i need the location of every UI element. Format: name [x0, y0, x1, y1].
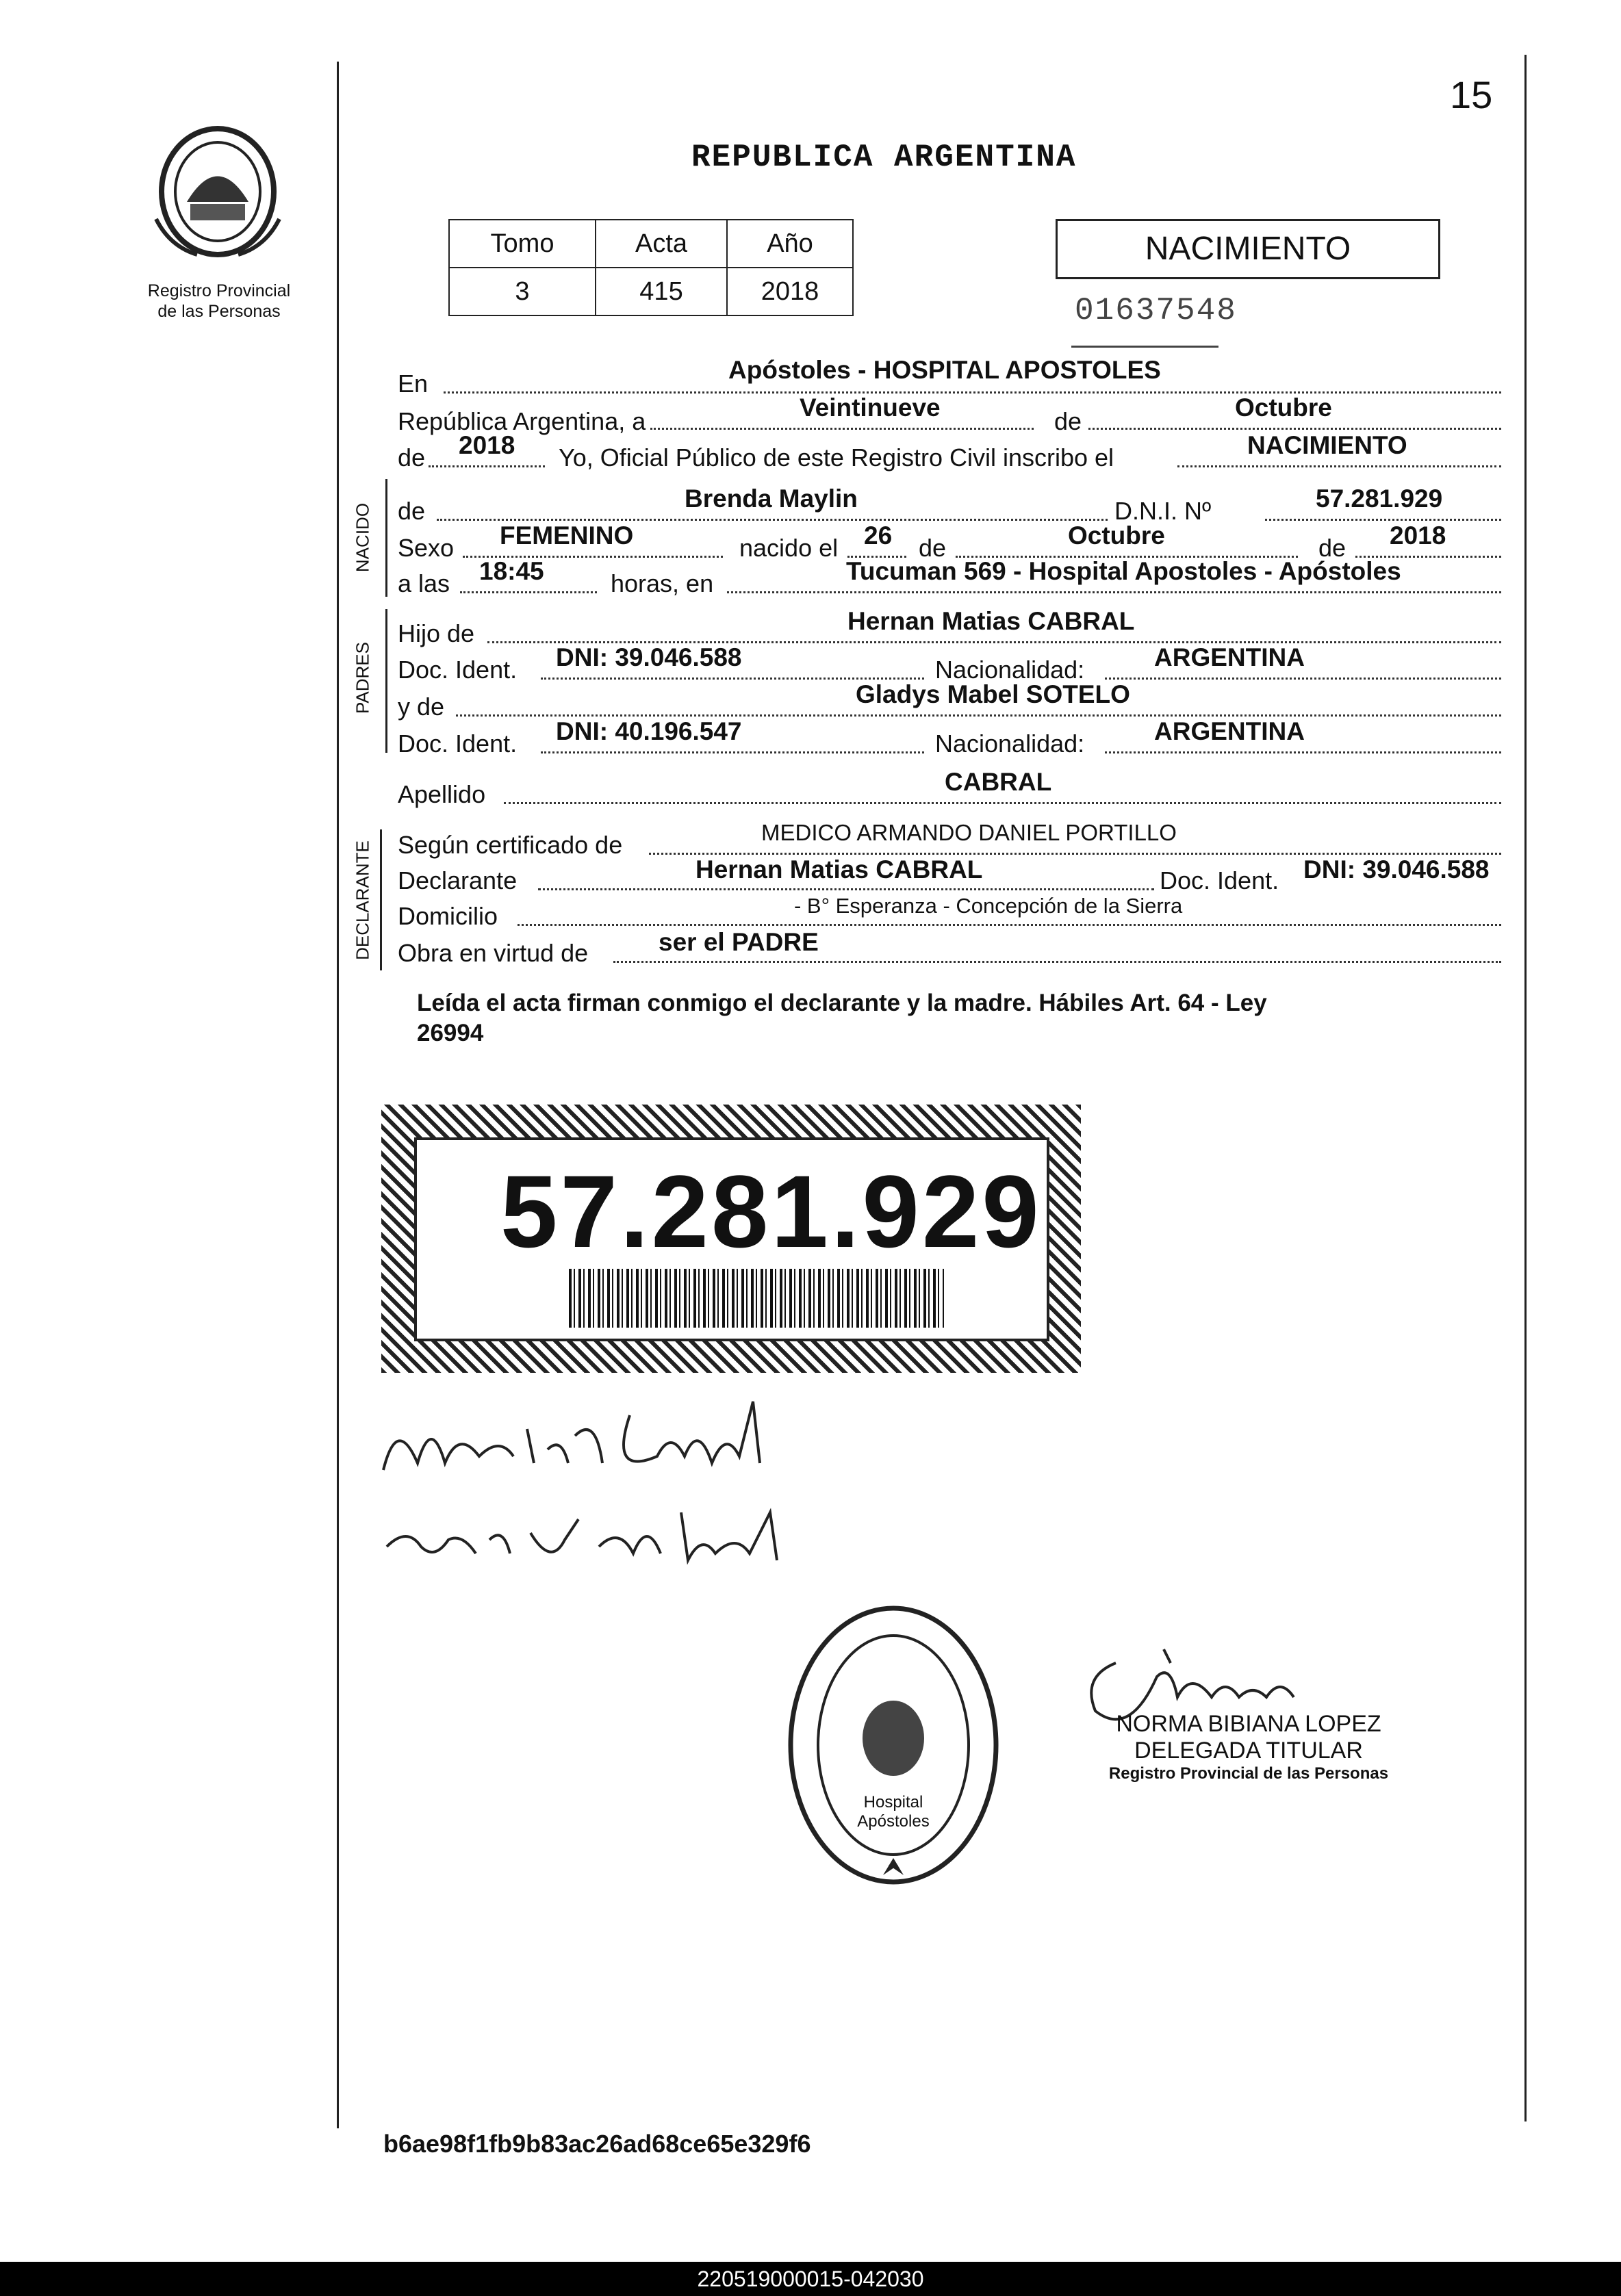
value-dia-letras: Veintinueve	[800, 394, 941, 422]
label-y-de: y de	[398, 693, 445, 721]
label-segun: Según certificado de	[398, 831, 623, 859]
label-obra: Obra en virtud de	[398, 939, 589, 967]
value-apellido: CABRAL	[945, 768, 1052, 796]
value-dia-nac: 26	[864, 521, 893, 550]
label-hijo-de: Hijo de	[398, 619, 475, 647]
oval-seal-graphic	[780, 1595, 1006, 1896]
left-margin-line	[337, 62, 339, 2128]
value-declarante: Hernan Matias CABRAL	[695, 855, 983, 883]
document-hash: b6ae98f1fb9b83ac26ad68ce65e329f6	[383, 2130, 811, 2158]
dots-hora	[460, 591, 597, 593]
table-value-tomo: 3	[449, 268, 596, 315]
dni-barcode	[569, 1269, 944, 1328]
value-declarante-dni: DNI: 39.046.588	[1303, 855, 1490, 883]
value-hora: 18:45	[479, 557, 544, 585]
value-madre: Gladys Mabel SOTELO	[856, 680, 1130, 708]
oval-seal-inner-text	[842, 1793, 945, 1831]
province-seal	[149, 123, 286, 267]
dots-madre-dni	[541, 751, 924, 753]
closing-text	[417, 988, 1485, 1048]
signature-padre	[370, 1388, 794, 1501]
label-nacionalidad-2: Nacionalidad:	[935, 730, 1085, 758]
closing-line-2: 26994	[417, 1020, 484, 1046]
side-label-padres: PADRES	[352, 642, 373, 714]
province-seal-graphic	[149, 123, 286, 267]
dots-domicilio	[518, 924, 1501, 926]
table-header-anio: Año	[727, 220, 853, 268]
value-mes-nac: Octubre	[1068, 521, 1165, 550]
value-dni: 57.281.929	[1316, 485, 1443, 513]
dots-lugar-nac	[727, 591, 1501, 593]
registry-table	[448, 219, 854, 316]
signature-padre-graphic	[370, 1388, 794, 1497]
value-mes: Octubre	[1235, 394, 1332, 422]
side-label-nacido: NACIDO	[352, 502, 373, 573]
signer-role: DELEGADA TITULAR	[1134, 1738, 1363, 1764]
dots-padre-dni	[541, 678, 924, 680]
side-label-declarante: DECLARANTE	[352, 840, 373, 960]
label-de-year: de	[398, 443, 426, 472]
dni-stamp-number: 57.281.929	[500, 1154, 1042, 1269]
label-a-las: a las	[398, 569, 450, 597]
value-domicilio: - B° Esperanza - Concepción de la Sierra	[794, 894, 1183, 918]
dots-padre-nac	[1105, 678, 1501, 680]
closing-line-1: Leída el acta firman conmigo el declarante y la madre. Hábiles Art. 64 - Ley	[417, 990, 1267, 1016]
label-nacido-el: nacido el	[739, 534, 839, 562]
document-title: REPUBLICA ARGENTINA	[691, 140, 1077, 175]
page-number: 15	[1450, 73, 1493, 116]
declarante-bracket	[380, 829, 382, 970]
value-anio-nac: 2018	[1390, 521, 1446, 550]
label-en: En	[398, 370, 429, 398]
label-sexo: Sexo	[398, 534, 455, 562]
dots-obra	[613, 961, 1501, 963]
label-doc-ident-2: Doc. Ident.	[398, 730, 518, 758]
value-madre-nac: ARGENTINA	[1154, 717, 1305, 745]
dots-declarante	[538, 888, 1154, 890]
dots-dia	[650, 428, 1034, 430]
label-domicilio: Domicilio	[398, 902, 498, 930]
label-oficial: Yo, Oficial Público de este Registro Civil inscribo el	[559, 443, 1114, 472]
dni-stamp-inner	[414, 1137, 1049, 1341]
value-lugar-nac: Tucuman 569 - Hospital Apostoles - Apóstoles	[846, 557, 1401, 585]
footer-code: 220519000015-042030	[0, 2262, 1621, 2296]
label-doc-ident-decl: Doc. Ident.	[1160, 866, 1279, 894]
value-lugar: Apóstoles - HOSPITAL APOSTOLES	[728, 356, 1161, 384]
nacido-bracket	[385, 479, 387, 597]
value-madre-dni: DNI: 40.196.547	[556, 717, 742, 745]
label-apellido: Apellido	[398, 780, 486, 808]
dots-nombre	[437, 519, 1108, 521]
seal-caption	[123, 281, 315, 322]
dots-mes	[1088, 428, 1501, 430]
label-dni: D.N.I. Nº	[1114, 497, 1212, 525]
label-republica: República Argentina, a	[398, 407, 646, 435]
table-header-acta: Acta	[596, 220, 727, 268]
label-doc-ident-1: Doc. Ident.	[398, 656, 518, 684]
value-padre-dni: DNI: 39.046.588	[556, 643, 742, 671]
signature-madre-graphic	[373, 1492, 811, 1581]
label-horas-en: horas, en	[611, 569, 714, 597]
value-nombre: Brenda Maylin	[685, 485, 858, 513]
dots-madre-nac	[1105, 751, 1501, 753]
serial-underline	[1071, 346, 1218, 348]
label-nacido-de: de	[398, 497, 426, 525]
dots-en	[444, 391, 1501, 394]
signature-madre	[373, 1492, 811, 1584]
dots-dni	[1265, 519, 1501, 521]
dots-madre	[456, 714, 1501, 717]
oval-seal-inner-line2: Apóstoles	[857, 1812, 930, 1831]
dots-year	[429, 465, 545, 467]
signer-org: Registro Provincial de las Personas	[1108, 1764, 1389, 1783]
padres-bracket	[385, 609, 387, 753]
value-padre-nac: ARGENTINA	[1154, 643, 1305, 671]
label-de-anio: de	[1318, 534, 1346, 562]
oval-seal-inner-line1: Hospital	[863, 1793, 923, 1811]
value-tipo: NACIMIENTO	[1247, 431, 1407, 459]
table-header-tomo: Tomo	[449, 220, 596, 268]
value-obra: ser el PADRE	[659, 928, 819, 956]
value-certificado: MEDICO ARMANDO DANIEL PORTILLO	[761, 820, 1177, 845]
dni-stamp	[381, 1105, 1081, 1373]
dots-certificado	[649, 853, 1501, 855]
signer-name: NORMA BIBIANA LOPEZ	[1116, 1711, 1381, 1737]
table-value-anio: 2018	[727, 268, 853, 315]
right-margin-line	[1524, 55, 1527, 2121]
serial-number: 01637548	[1075, 293, 1237, 328]
seal-caption-line1: Registro Provincial	[147, 281, 291, 300]
value-sexo: FEMENINO	[500, 521, 634, 550]
dots-tipo	[1177, 465, 1501, 467]
dots-apellido	[504, 802, 1501, 804]
value-anio: 2018	[459, 431, 515, 459]
value-padre: Hernan Matias CABRAL	[847, 607, 1135, 635]
record-type-box: NACIMIENTO	[1056, 219, 1440, 279]
oval-seal	[780, 1595, 1006, 1896]
label-nacionalidad-1: Nacionalidad:	[935, 656, 1085, 684]
label-de-mes: de	[919, 534, 947, 562]
signer-block	[1098, 1711, 1399, 1783]
table-value-acta: 415	[596, 268, 727, 315]
label-de: de	[1054, 407, 1082, 435]
seal-caption-line2: de las Personas	[157, 302, 281, 321]
label-declarante: Declarante	[398, 866, 518, 894]
